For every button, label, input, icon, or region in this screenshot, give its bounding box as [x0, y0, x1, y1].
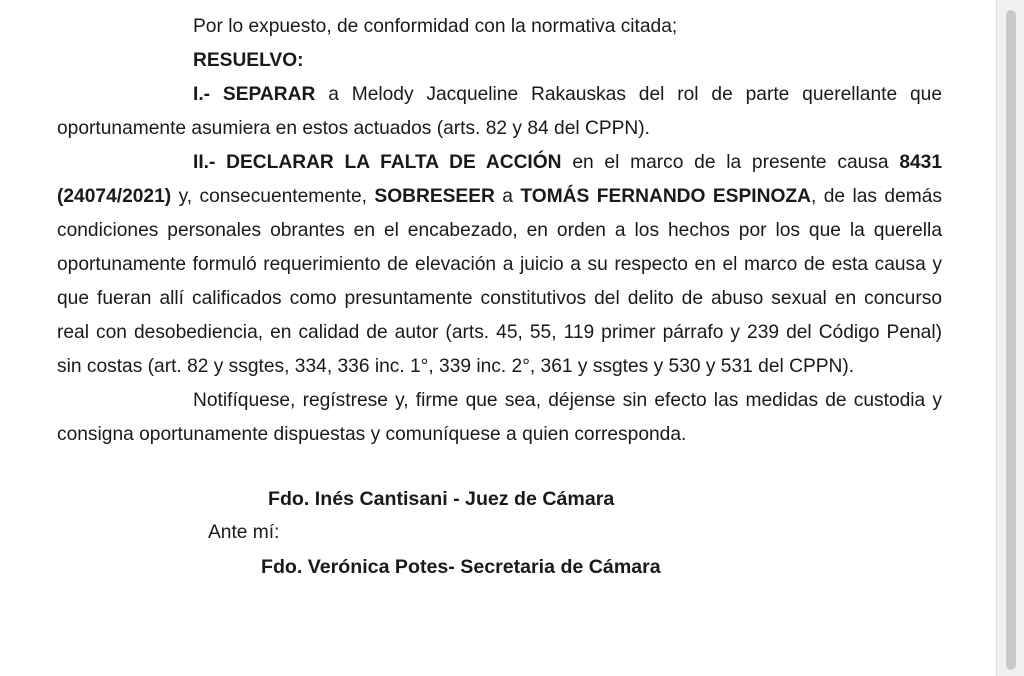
judge-signature-text: Fdo. Inés Cantisani - Juez de Cámara: [268, 488, 615, 510]
resolution-item-2: [57, 146, 942, 384]
item1-text: a Melody Jacqueline Rakauskas del rol de parte querellante que oportunamente asumiera en estos actuados (arts. 82 y 84 del CPPN).: [57, 84, 942, 139]
resuelvo-heading: [57, 44, 942, 78]
judge-signature: [57, 482, 942, 516]
intro-text: Por lo expuesto, de conformidad con la normativa citada;: [193, 16, 678, 37]
document-body: [57, 10, 942, 584]
resolution-item-1: [57, 78, 942, 146]
signature-block: [57, 482, 942, 584]
intro-paragraph: [57, 10, 942, 44]
resuelvo-text: RESUELVO:: [193, 50, 304, 71]
item2-text4: , de las demás condiciones personales obrantes en el encabezado, en orden a los hechos por los que la querella oportunamente formuló requerimiento de elevación a juicio a su respecto en el marco de esta causa y que fueran allí calificados como presuntamente constitutivos del delito de abuso sexual en concurso real con desobediencia, en calidad de autor (arts. 45, 55, 119 primer párrafo y 239 del Código Penal) sin costas (art. 82 y ssgtes, 334, 336 inc. 1°, 339 inc. 2°, 361 y ssgtes y 530 y 531 del CPPN).: [57, 186, 942, 377]
closing-text: Notifíquese, regístrese y, firme que sea, déjense sin efecto las medidas de custodia y consigna oportunamente dispuestas y comuníquese a quien corresponda.: [57, 390, 942, 445]
item1-number: I.-: [193, 84, 211, 105]
secretary-signature-text: Fdo. Verónica Potes- Secretaria de Cámara: [261, 556, 661, 578]
item2-text3: a: [502, 186, 513, 207]
item2-text1: en el marco de la presente causa: [572, 152, 889, 173]
scrollbar-thumb[interactable]: [1006, 10, 1016, 670]
closing-paragraph: [57, 384, 942, 452]
ante-mi-text: Ante mí:: [208, 522, 280, 543]
vertical-scrollbar[interactable]: [996, 0, 1024, 676]
ante-mi-label: [57, 516, 942, 550]
item2-sobreseer: SOBRESEER: [374, 186, 495, 207]
secretary-signature: [57, 550, 942, 584]
item2-defendant-name: TOMÁS FERNANDO ESPINOZA: [520, 186, 811, 207]
item1-verb: SEPARAR: [222, 84, 316, 105]
item2-heading: II.- DECLARAR LA FALTA DE ACCIÓN: [193, 152, 562, 173]
item2-text2: y, consecuentemente,: [178, 186, 367, 207]
item2-case-number: 8431 (24074/2021): [57, 152, 943, 207]
